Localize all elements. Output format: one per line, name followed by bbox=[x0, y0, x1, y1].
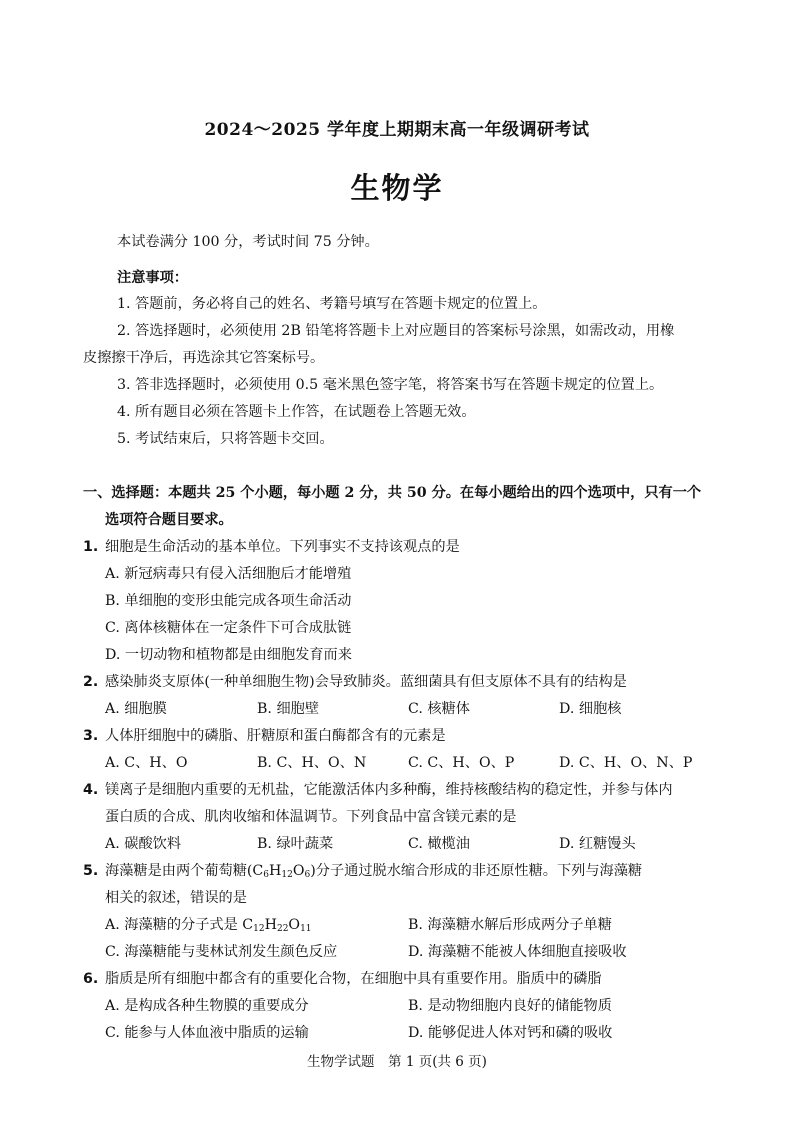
option-c: C. 海藻糖能与斐林试剂发生颜色反应 bbox=[105, 944, 338, 960]
question-stem: 人体肝细胞中的磷脂、肝糖原和蛋白酶都含有的元素是 bbox=[105, 728, 446, 744]
option-d: D. C、H、O、N、P bbox=[559, 755, 693, 771]
stem-text: )分子通过脱水缩合形成的非还原性糖。下列与海藻糖 bbox=[310, 863, 643, 879]
option-c: C. 离体核糖体在一定条件下可合成肽链 bbox=[105, 620, 352, 636]
option-b: B. 海藻糖水解后形成两分子单糖 bbox=[408, 917, 612, 933]
option-b: B. 细胞壁 bbox=[257, 701, 320, 717]
option-d: D. 能够促进人体对钙和磷的吸收 bbox=[408, 1025, 613, 1041]
option-a: A. C、H、O bbox=[105, 755, 188, 771]
option-text: A. 海藻糖的分子式是 C bbox=[105, 917, 254, 933]
option-c: C. 核糖体 bbox=[408, 701, 470, 717]
section-heading-line1: 一、选择题：本题共 25 个小题，每小题 2 分，共 50 分。在每小题给出的四个选项中，只有一个 bbox=[83, 485, 702, 501]
question-stem-line2: 相关的叙述，错误的是 bbox=[105, 890, 247, 906]
question-stem-line1: 镁离子是细胞内重要的无机盐，它能激活体内多种酶，维持核酸结构的稳定性，并参与体内 bbox=[105, 782, 673, 798]
option-text: O bbox=[288, 917, 301, 933]
question-stem: 细胞是生命活动的基本单位。下列事实不支持该观点的是 bbox=[105, 539, 460, 555]
option-a: A. 碳酸饮料 bbox=[105, 836, 182, 852]
option-text: H bbox=[264, 917, 277, 933]
subject-title: 生物学 bbox=[350, 171, 444, 205]
option-b: B. C、H、O、N bbox=[257, 755, 367, 771]
page-footer: 生物学试题 第 1 页(共 6 页) bbox=[307, 1054, 487, 1070]
question-number: 3. bbox=[83, 728, 99, 744]
question-number: 4. bbox=[83, 782, 99, 798]
option-d: D. 细胞核 bbox=[559, 701, 622, 717]
subscript: 6 bbox=[304, 870, 311, 880]
subscript: 12 bbox=[253, 924, 265, 934]
option-d: D. 海藻糖不能被人体细胞直接吸收 bbox=[408, 944, 627, 960]
subscript: 6 bbox=[263, 870, 270, 880]
option-b: B. 绿叶蔬菜 bbox=[257, 836, 334, 852]
option-d: D. 一切动物和植物都是由细胞发育而来 bbox=[105, 647, 352, 663]
notice-heading: 注意事项： bbox=[117, 270, 188, 286]
exam-title: 2024～2025 学年度上期期末高一年级调研考试 bbox=[204, 120, 590, 140]
option-a: A. 新冠病毒只有侵入活细胞后才能增殖 bbox=[105, 566, 352, 582]
notice-item-1: 1. 答题前，务必将自己的姓名、考籍号填写在答题卡规定的位置上。 bbox=[117, 296, 547, 312]
question-stem-line2: 蛋白质的合成、肌肉收缩和体温调节。下列食品中富含镁元素的是 bbox=[105, 809, 517, 825]
intro-text: 本试卷满分 100 分，考试时间 75 分钟。 bbox=[117, 234, 379, 250]
notice-item-4: 4. 所有题目必须在答题卡上作答，在试题卷上答题无效。 bbox=[117, 404, 476, 420]
notice-item-2b: 皮擦擦干净后，再选涂其它答案标号。 bbox=[83, 350, 325, 366]
subscript: 12 bbox=[281, 870, 293, 880]
stem-text: H bbox=[269, 863, 282, 879]
notice-item-2a: 2. 答选择题时，必须使用 2B 铅笔将答题卡上对应题目的答案标号涂黑，如需改动，用橡 bbox=[117, 323, 675, 339]
subscript: 11 bbox=[300, 924, 312, 934]
question-number: 1. bbox=[83, 539, 99, 555]
option-a bbox=[105, 915, 312, 935]
option-a: A. 是构成各种生物膜的重要成分 bbox=[105, 998, 309, 1014]
option-d: D. 红糖馒头 bbox=[559, 836, 636, 852]
question-stem-line1 bbox=[105, 861, 642, 881]
subscript: 22 bbox=[276, 924, 289, 934]
section-heading-line2: 选项符合题目要求。 bbox=[105, 512, 233, 528]
question-stem: 感染肺炎支原体(一种单细胞生物)会导致肺炎。蓝细菌具有但支原体不具有的结构是 bbox=[105, 674, 627, 690]
option-a: A. 细胞膜 bbox=[105, 701, 167, 717]
option-c: C. 能参与人体血液中脂质的运输 bbox=[105, 1025, 309, 1041]
option-b: B. 是动物细胞内良好的储能物质 bbox=[408, 998, 612, 1014]
question-stem: 脂质是所有细胞中都含有的重要化合物，在细胞中具有重要作用。脂质中的磷脂 bbox=[105, 971, 602, 987]
stem-text: 海藻糖是由两个葡萄糖(C bbox=[105, 863, 264, 879]
notice-item-5: 5. 考试结束后，只将答题卡交回。 bbox=[117, 431, 334, 447]
option-c: C. 橄榄油 bbox=[408, 836, 470, 852]
stem-text: O bbox=[292, 863, 305, 879]
notice-item-3: 3. 答非选择题时，必须使用 0.5 毫米黑色签字笔，将答案书写在答题卡规定的位置上。 bbox=[117, 377, 664, 393]
option-c: C. C、H、O、P bbox=[408, 755, 515, 771]
question-number: 5. bbox=[83, 863, 99, 879]
option-b: B. 单细胞的变形虫能完成各项生命活动 bbox=[105, 593, 352, 609]
question-number: 2. bbox=[83, 674, 99, 690]
question-number: 6. bbox=[83, 971, 99, 987]
